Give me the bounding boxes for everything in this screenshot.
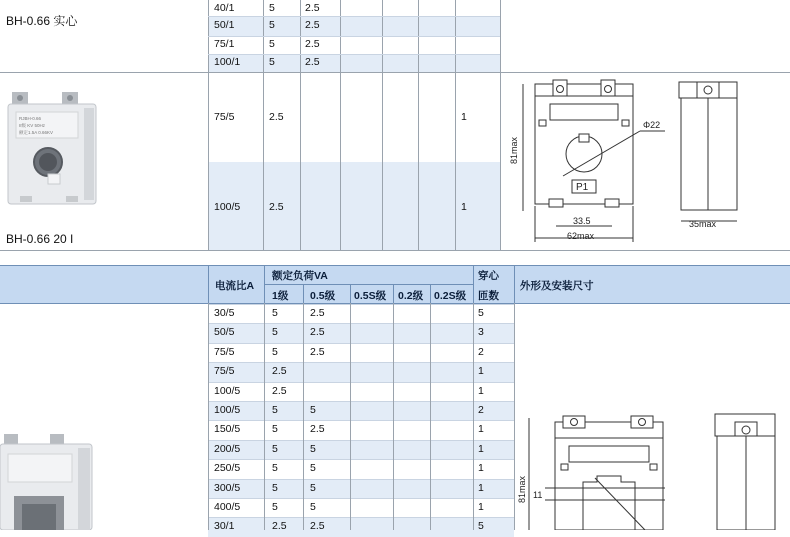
dim3-height: 81max (517, 475, 527, 503)
table-row-class1: 2.5 (272, 520, 287, 533)
s1-ratio-cell: 100/1 (214, 56, 241, 68)
header-ratio: 电流比A (215, 280, 255, 292)
table-row-turns: 1 (478, 384, 484, 397)
grid-line (514, 303, 515, 530)
table-row-class1: 5 (272, 345, 278, 358)
section2-model-label: BH-0.66 20 I (6, 232, 74, 246)
table-row-ratio: 30/1 (214, 520, 235, 533)
table-row-class1: 5 (272, 307, 278, 319)
table-row-class1: 2.5 (272, 365, 287, 378)
grid-line (300, 73, 301, 250)
device-label-line-1: RJBH-0.66 (19, 116, 42, 121)
table-row-turns: 5 (478, 307, 484, 319)
s2-value-cell: 2.5 (269, 201, 284, 213)
table-row-class05: 5 (310, 404, 316, 416)
s1-value-cell: 2.5 (305, 2, 320, 14)
s1-value-cell: 5 (269, 56, 275, 68)
row-band (208, 440, 514, 459)
table-row-class05: 5 (310, 501, 316, 513)
table-row-ratio: 75/5 (214, 345, 235, 358)
grid-line (340, 73, 341, 250)
table-row-class1: 5 (272, 404, 278, 416)
table-row-ratio: 250/5 (214, 462, 241, 475)
row-divider (208, 362, 514, 363)
s1-value-cell: 5 (269, 38, 275, 50)
row-band (208, 517, 514, 536)
table-row-class1: 5 (272, 501, 278, 513)
grid-line (263, 73, 264, 250)
table-row-ratio: 300/5 (214, 481, 241, 494)
row-band (208, 362, 514, 381)
table-row-turns: 1 (478, 501, 484, 513)
table-row-class05: 5 (310, 481, 316, 494)
s2-value-cell: 2.5 (269, 111, 284, 123)
table-row-turns: 1 (478, 365, 484, 378)
row-band (208, 401, 514, 420)
grid-line (264, 303, 265, 530)
table-row-ratio: 100/5 (214, 384, 241, 397)
header-class-0-2s: 0.2S级 (434, 290, 467, 302)
s2-ratio-cell: 100/5 (214, 201, 241, 213)
row-divider (208, 382, 514, 383)
s2-turns-cell: 1 (461, 111, 467, 123)
row-divider (208, 459, 514, 460)
dim-hole: Φ22 (643, 120, 661, 130)
table-row-class1: 5 (272, 481, 278, 494)
table-row-class1: 5 (272, 326, 278, 339)
header-class-1: 1级 (272, 290, 289, 302)
grid-line (418, 73, 419, 250)
header-through: 穿心 (478, 270, 499, 282)
s1-value-cell: 2.5 (305, 19, 320, 31)
table-row-class05: 5 (310, 442, 316, 455)
grid-line (500, 73, 501, 250)
table-row-turns: 5 (478, 520, 484, 533)
grid-line (393, 303, 394, 530)
row-band (208, 323, 514, 342)
device-label-line-2: II级 KV 50Hz (19, 123, 46, 128)
grid-line (303, 303, 304, 530)
dim-height: 81max (509, 136, 519, 164)
table-row-ratio: 75/5 (214, 365, 235, 378)
s1-ratio-cell: 75/1 (214, 38, 235, 50)
table-row-class05: 2.5 (310, 345, 325, 358)
table-row-class05: 2.5 (310, 326, 325, 339)
row-divider (208, 401, 514, 402)
row-divider (208, 498, 514, 499)
table-row-turns: 2 (478, 404, 484, 416)
row-divider (208, 16, 500, 17)
row-divider (208, 517, 514, 518)
device-label-line-3: 额定1.5A 0.66KV (19, 130, 54, 135)
header-class-0-5: 0.5级 (310, 290, 336, 302)
row-divider (208, 479, 514, 480)
table-row-class05: 5 (310, 462, 316, 475)
section2-product-photo (6, 92, 102, 210)
table-row-turns: 1 (478, 481, 484, 494)
grid-line (208, 303, 209, 530)
table-row-ratio: 50/5 (214, 326, 235, 339)
table-row-ratio: 150/5 (214, 423, 241, 436)
row-band (208, 479, 514, 498)
row-divider (208, 323, 514, 324)
header-dimensions: 外形及安装尺寸 (520, 280, 594, 292)
grid-line (500, 0, 501, 72)
table-row-turns: 3 (478, 326, 484, 339)
grid-line (208, 73, 209, 250)
row-divider (208, 420, 514, 421)
s1-value-cell: 5 (269, 2, 275, 14)
table-row-ratio: 100/5 (214, 404, 241, 416)
table-row-class05: 2.5 (310, 520, 325, 533)
grid-line (430, 303, 431, 530)
header-class-0-5s: 0.5S级 (354, 290, 387, 302)
table-row-ratio: 200/5 (214, 442, 241, 455)
grid-line (382, 73, 383, 250)
row-divider (208, 36, 500, 37)
grid-line (473, 303, 474, 530)
s1-value-cell: 5 (269, 19, 275, 31)
dim-side-width: 35max (689, 219, 717, 229)
row-divider (208, 54, 500, 55)
s1-value-cell: 2.5 (305, 56, 320, 68)
table-row-class05: 2.5 (310, 307, 325, 319)
s1-ratio-cell: 40/1 (214, 2, 235, 14)
table-row-class1: 5 (272, 442, 278, 455)
table-row-ratio: 30/5 (214, 307, 235, 319)
table-row-turns: 2 (478, 345, 484, 358)
grid-line (350, 303, 351, 530)
s1-value-cell: 2.5 (305, 38, 320, 50)
section3-dimension-drawing (505, 408, 790, 530)
dim-p1-label: P1 (576, 182, 589, 193)
section3-product-photo (0, 434, 96, 530)
row-divider (208, 304, 514, 305)
s2-ratio-cell: 75/5 (214, 111, 235, 123)
section2-dimension-drawing (505, 76, 790, 248)
grid-line (455, 73, 456, 250)
s2-turns-cell: 1 (461, 201, 467, 213)
table-row-turns: 1 (478, 442, 484, 455)
table-row-class1: 5 (272, 423, 278, 436)
row-divider (208, 343, 514, 344)
header-turns: 匝数 (478, 290, 499, 302)
table-row-class05: 2.5 (310, 423, 325, 436)
header-class-0-2: 0.2级 (398, 290, 424, 302)
table-row-ratio: 400/5 (214, 501, 241, 513)
section1-model-label: BH-0.66 实心 (6, 14, 78, 28)
s1-ratio-cell: 50/1 (214, 19, 235, 31)
table-row-turns: 1 (478, 462, 484, 475)
header-rated-load: 额定负荷VA (272, 270, 328, 282)
row-divider (208, 440, 514, 441)
dim3-slot: 11 (533, 490, 543, 500)
dim-outer-width: 62max (567, 231, 595, 241)
table-row-turns: 1 (478, 423, 484, 436)
table-row-class1: 2.5 (272, 384, 287, 397)
table-row-class1: 5 (272, 462, 278, 475)
dim-inner-width: 33.5 (573, 216, 591, 226)
